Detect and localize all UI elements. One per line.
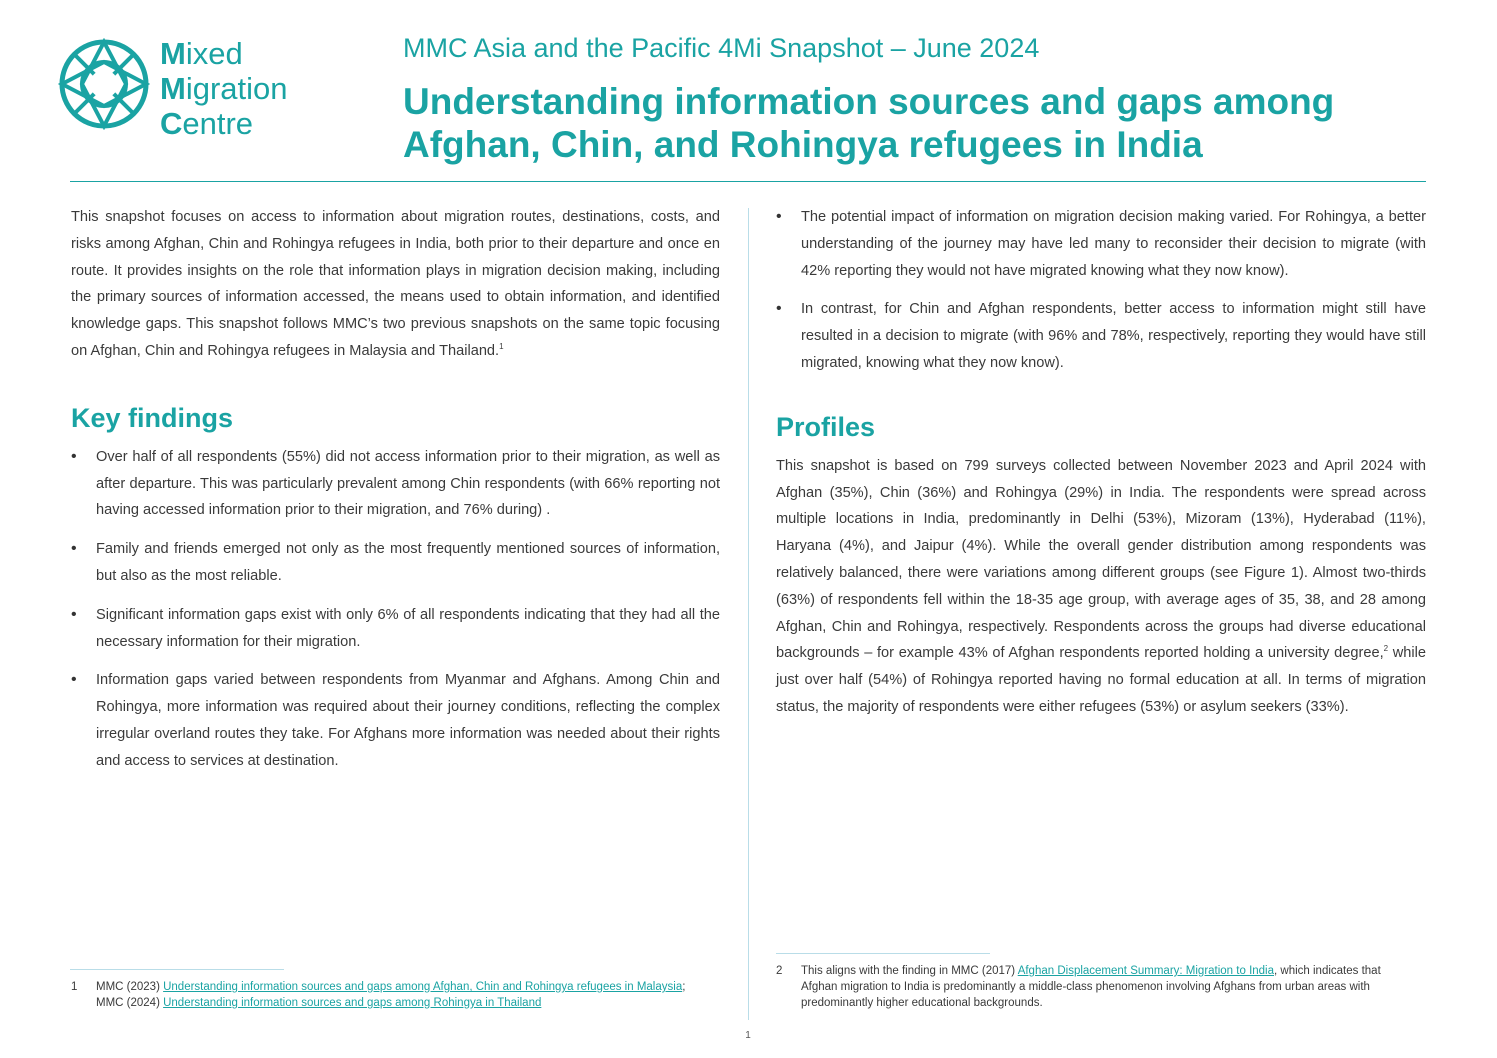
key-findings-list-continued <box>776 204 1426 377</box>
footnote-divider-left <box>70 969 284 970</box>
key-findings-list <box>71 444 720 775</box>
page-number: 1 <box>745 1030 751 1041</box>
list-item: • In contrast, for Chin and Afghan respondents, better access to information might still have resulted in a decision to migrate (with 96% and 78%, respectively, reporting they would have still migrated, knowing what they now know). <box>776 296 1426 376</box>
footnote-number: 1 <box>71 981 78 993</box>
right-column <box>776 204 1426 721</box>
list-item: • Over half of all respondents (55%) did not access information prior to their migration, as well as after departure. This was particularly prevalent among Chin respondents (with 66% reporting not having accessed information prior to their migration, and 76% during) . <box>71 444 720 524</box>
page-title: Understanding information sources and gaps among Afghan, Chin, and Rohingya refugees in India <box>403 81 1335 165</box>
footnote-divider-right <box>776 953 990 954</box>
footnote-link-thailand[interactable]: Understanding information sources and gaps among Rohingya in Thailand <box>163 997 542 1009</box>
footnote-number: 2 <box>776 965 783 977</box>
footnote-ref-1[interactable]: 1 <box>499 342 504 352</box>
logo-wordmark: Mixed Migration Centre <box>160 36 288 141</box>
list-item: • Significant information gaps exist with only 6% of all respondents indicating that they had all the necessary information for their migration. <box>71 602 720 656</box>
footnote-ref-2[interactable]: 2 <box>1383 644 1389 654</box>
profiles-paragraph: This snapshot is based on 799 surveys collected between November 2023 and April 2024 with Afghan (35%), Chin (36%) and Rohingya (29%) in India. The respondents were spread across multiple locations in India, predominantly in Delhi (53%), Mizoram (13%), Hyderabad (11%), Haryana (4%), and Jaipur (4%). While the overall gender distribution among respondents was relatively balanced, there were variations among different groups (see Figure 1). Almost two-thirds (63%) of respondents fell within the 18-35 age group, with average ages of 35, 38, and 28 among Afghan, Chin and Rohingya, respectively. Respondents across the groups had diverse educational backgrounds – for example 43% of Afghan respondents reported holding a university degree,$^2$ while just over half (54%) of Rohingya reported having no formal education at all. In terms of migration status, the majority of respondents were either refugees (53%) or asylum seekers (33%). <box>776 457 1426 715</box>
intro-paragraph: This snapshot focuses on access to information about migration routes, destinations, costs, and risks among Afghan, Chin and Rohingya refugees in India, both prior to their departure and once en route. It provides insights on the role that information plays in migration decision making, including the primary sources of information accessed, the means used to obtain information, and identified knowledge gaps. This snapshot follows MMC’s two previous snapshots on the same topic focusing on Afghan, Chin and Rohingya refugees in Malaysia and Thailand.$^1$ <box>71 209 720 359</box>
key-findings-heading: Key findings <box>71 402 234 433</box>
list-item: • Family and friends emerged not only as the most frequently mentioned sources of information, but also as the most reliable. <box>71 536 720 590</box>
header-subtitle: MMC Asia and the Pacific 4Mi Snapshot – June 2024 <box>403 33 1040 63</box>
mmc-logo <box>58 36 318 146</box>
column-divider <box>748 208 749 1020</box>
footnote-link-malaysia[interactable]: Understanding information sources and gaps among Afghan, Chin and Rohingya refugees in Malaysia <box>163 981 683 993</box>
footnote-1: 1 MMC (2023) Understanding information sources and gaps among Afghan, Chin and Rohingya refugees in Malaysia; MMC (2024) Understanding information sources and gaps among Rohingya in Thailand <box>71 981 686 1009</box>
header-divider <box>70 181 1426 182</box>
profiles-heading: Profiles <box>776 411 876 442</box>
left-column <box>71 204 720 787</box>
footnote-2: 2 This aligns with the finding in MMC (2017) Afghan Displacement Summary: Migration to India, which indicates that Afghan migration to India is predominantly a middle-class phenomenon involving Afghans from urban areas with predominantly higher educational backgrounds. <box>776 965 1381 1009</box>
list-item: • Information gaps varied between respondents from Myanmar and Afghans. Among Chin and Rohingya, more information was required about their journey conditions, reflecting the complex irregular overland routes they take. For Afghans more information was needed about their rights and access to services at destination. <box>71 667 720 774</box>
list-item: • The potential impact of information on migration decision making varied. For Rohingya, a better understanding of the journey may have led many to reconsider their decision to migrate (with 42% reporting they would not have migrated knowing what they now know). <box>776 204 1426 284</box>
footnote-link-afghan-displacement[interactable]: Afghan Displacement Summary: Migration to India <box>1017 965 1275 977</box>
mmc-globe-logo-icon <box>58 38 150 130</box>
